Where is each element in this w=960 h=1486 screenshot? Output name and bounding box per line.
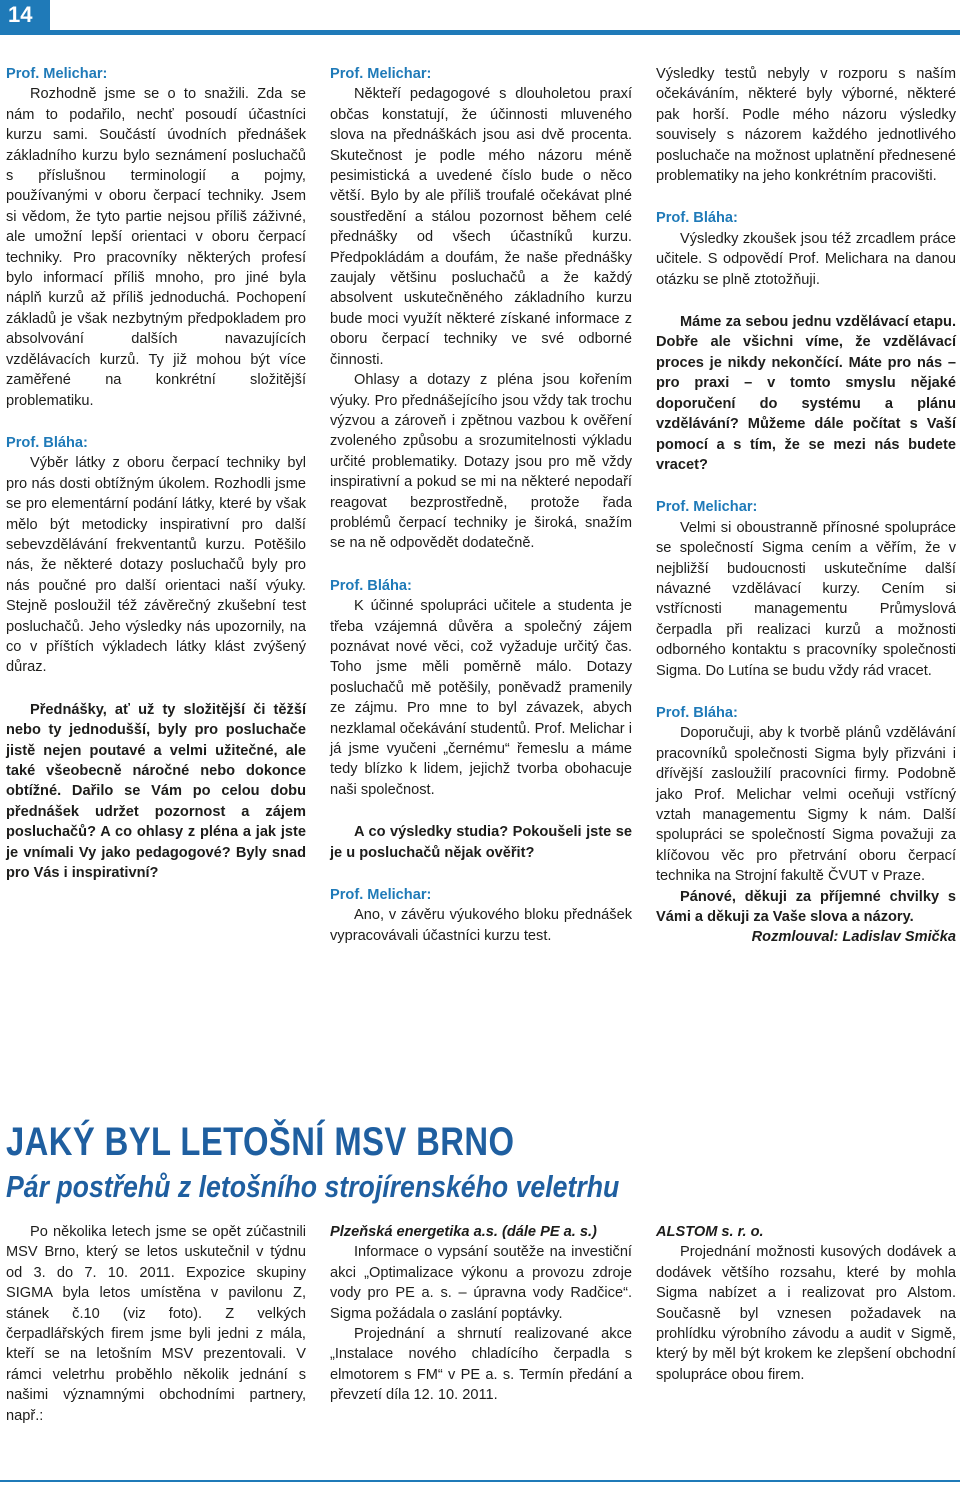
question-paragraph: Přednášky, ať už ty složitější či těžší nebo ty jednodušší, byly pro posluchače jistě nejen poutavé a velmi užitečné, ale také všeobecně náročné nebo dokonce obtížné. Dařilo se Vám po celou dobu přednášek udržet pozornost a zájem posluchačů? A co ohlasy z pléna a jak jste je vnímali Vy jako pedagogové? Byly snad pro Vás i inspirativní? bbox=[6, 701, 306, 882]
article-paragraph: Projednání a shrnutí realizované akce „Instalace nového chladícího čerpadla s elmotorem s FM“ v PE a. s. Termín předání a převzetí díla 12. 10. 2011. bbox=[330, 1326, 632, 1404]
answer-paragraph: Doporučuji, aby k tvorbě plánů vzdělávání pracovníků společnosti Sigma byly přizváni i dřívější zasloužilí pracovníci firmy. Podobně jako Prof. Melichar velmi oceňuji vstřícný vztah managementu Sigmy k nám. Další spolupráci se společností Sigma považuji za klíčovou věc pro přetrvání oboru čerpací technika na Strojní fakultě ČVUT v Praze. bbox=[656, 725, 956, 885]
top-rule bbox=[0, 30, 960, 35]
speaker-label: Prof. Bláha: bbox=[330, 577, 412, 594]
interview-column-1 bbox=[6, 64, 306, 883]
article-paragraph: Projednání možnosti kusových dodávek a dodávek většího rozsahu, které by mohla Sigma nabízet a i realizovat pro Alstom. Současně byl vznesen požadavek na prohlídku výrobního závodu a audit v Sigmě, který by měl být krokem ke zlepšení obchodní spolupráce obou firem. bbox=[656, 1244, 956, 1383]
article-column-2 bbox=[330, 1222, 632, 1406]
answer-paragraph: Ohlasy a dotazy z pléna jsou kořením výuky. Pro přednášejícího jsou vždy tak trochu výzvou a zároveň i zpětnou vazbou k ověření zvoleného způsobu a srozumitelnosti výkladu určité problematiky. Dotazy jsou pro mě vždy inspirativní a pokud se mi na některé nepodaří reagovat bezprostředně, protože řada problémů čerpací techniky je široká, snažím se na ně odpovědět dodatečně. bbox=[330, 372, 632, 552]
interview-column-3 bbox=[656, 64, 956, 948]
speaker-label: Prof. Melichar: bbox=[656, 499, 758, 516]
answer-paragraph: Výběr látky z oboru čerpací techniky byl pro nás dosti obtížným úkolem. Rozhodli jsme se pro elementární podání látky, které by však mělo být metodicky inspirativní pro další sebevzdělávání frekventantů kurzu. Potěšilo nás, že některé dotazy posluchačů byly pro nás poučné pro další orientaci naší výuky. Stejně posloužil též závěrečný zkušební test posluchačů. Jeho výsledky nás upozornily, na co v příštích výkladech látky klást zvýšený důraz. bbox=[6, 455, 306, 676]
partner-heading: Plzeňská energetika a.s. (dále PE a. s.) bbox=[330, 1224, 597, 1240]
answer-paragraph: Ano, v závěru výukového bloku přednášek vypracovávali účastníci kurzu test. bbox=[330, 907, 632, 944]
answer-paragraph: Někteří pedagogové s dlouholetou praxí občas konstatují, že účinnosti mluveného slova na přednáškách jsou asi dvě procenta. Skutečnost je podle mého názoru méně pesimistická a uvedené číslo bude o něco větší. Bylo by ale příliš troufalé očekávat plné soustředění a stálou pozornost během celé přednášky od všech účastníků kurzu. Předpokládám a doufám, že naše přednášky zaujaly většinu posluchačů a že každý absolvent uskutečněného základního kurzu bude moci využít některé získané informace z oboru čerpací techniky ve své odborné činnosti. bbox=[330, 86, 632, 368]
speaker-label: Prof. Melichar: bbox=[6, 66, 108, 82]
speaker-label: Prof. Bláha: bbox=[6, 434, 88, 451]
question-paragraph: Máme za sebou jednu vzdělávací etapu. Dobře ale všichni víme, že vzdělávací proces je nikdy nekončící. Máte pro nás – pro praxi – v tomto smyslu nějaké doporučení do systému a plánu vzdělávání? Můžeme dále počítat s Vaší pomocí a s tím, že se mezi nás budete vracet? bbox=[656, 314, 956, 473]
speaker-label: Prof. Melichar: bbox=[330, 66, 432, 82]
page-number: 14 bbox=[0, 0, 50, 30]
partner-heading: ALSTOM s. r. o. bbox=[656, 1224, 764, 1240]
article-headline: JAKÝ BYL LETOŠNÍ MSV BRNO bbox=[6, 1120, 515, 1164]
answer-paragraph: Rozhodně jsme se o to snažili. Zda se nám to podařilo, nechť posoudí účastníci kurzu sami. Součástí úvodních přednášek základního kurzu bylo seznámení posluchačů s příslušnou terminologií a pojmy, používanými v oboru čerpací techniky. Jsem si vědom, že tyto partie nejsou příliš záživné, ale umožní lepší orientaci v oboru čerpací techniky. Pro pracovníky některých profesí bylo informací příliš mnoho, pro jiné byla náplň kurzů až příliš jednoduchá. Pochopení základů je však nezbytným předpokladem pro absolvování dalších navazujících vzdělávacích kurzů. Ty již mohou být více zaměřené na konkrétní složitější problematiku. bbox=[6, 86, 306, 409]
speaker-label: Prof. Bláha: bbox=[656, 210, 738, 227]
article-column-3 bbox=[656, 1222, 956, 1385]
article-column-1 bbox=[6, 1222, 306, 1426]
closing-paragraph: Pánové, děkuji za příjemné chvilky s Vámi a děkuji za Vaše slova a názory. bbox=[656, 888, 956, 926]
answer-paragraph: Velmi si oboustranně přínosné spolupráce se společností Sigma cením a věřím, že v nejbližší budoucnosti uskutečníme další návazné vzdělávací kurzy. Cením si vstřícnosti managementu Průmyslová čerpadla při realizaci kurzů a možnosti odborného kontaktu s pracovníky společnosti Sigma. Do Lutína se budu vždy rád vracet. bbox=[656, 519, 956, 679]
answer-paragraph: K účinné spolupráci učitele a studenta je třeba vzájemná důvěra a společný zájem poznávat nové věci, což vyžaduje určitý čas. Toho jsme měli poměrně málo. Dotazy posluchačů mě potěšily, poněvadž pramenily ze zájmu. Pro mne to byl závazek, abych nezklamal očekávání studentů. Prof. Melichar i já jsme vyučeni „černému“ řemeslu a máme tedy blízko k lidem, jejichž tvorba obohacuje naši společnost. bbox=[330, 598, 632, 798]
speaker-label: Prof. Bláha: bbox=[656, 704, 738, 721]
answer-paragraph: Výsledky zkoušek jsou též zrcadlem práce učitele. S odpovědí Prof. Melichara na danou otázku se plně ztotožňuji. bbox=[656, 230, 956, 288]
bottom-rule bbox=[0, 1480, 960, 1482]
interviewer-signature: Rozmlouval: Ladislav Smička bbox=[751, 929, 956, 946]
question-paragraph: A co výsledky studia? Pokoušeli jste se je u posluchačů nějak ověřit? bbox=[330, 824, 632, 861]
article-subheadline: Pár postřehů z letošního strojírenského veletrhu bbox=[6, 1169, 620, 1204]
article-paragraph: Informace o vypsání soutěže na investiční akci „Optimalizace výkonu a provozu zdroje vody pro PE a. s. – úpravna vody Radčice“. Sigma požádala o zaslání poptávky. bbox=[330, 1244, 632, 1322]
answer-paragraph: Výsledky testů nebyly v rozporu s naším očekáváním, některé byly výborné, některé pak horší. Podle mého názoru výsledky souvisely s názorem každého jednotlivého posluchače na možnost uplatnění přednesené problematiky na jeho konkrétním pracovišti. bbox=[656, 66, 956, 185]
article-paragraph: Po několika letech jsme se opět zúčastnili MSV Brno, který se letos uskutečnil v týdnu od 3. do 7. 10. 2011. Expozice skupiny SIGMA byla letos umístěna v pavilonu Z, stánek č.10 (viz foto). Z velkých čerpadlářských firem jsme byli jedni z mála, kteří se na letošním MSV prezentovali. V rámci veletrhu proběhlo několik jednání s našimi významnými obchodními partnery, např.: bbox=[6, 1224, 306, 1424]
speaker-label: Prof. Melichar: bbox=[330, 887, 432, 904]
interview-column-2 bbox=[330, 64, 632, 946]
